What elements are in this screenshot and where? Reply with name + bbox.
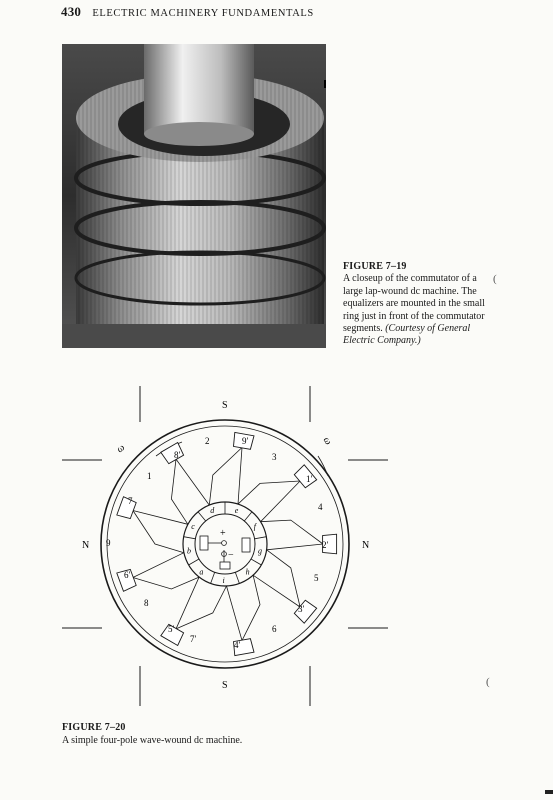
slot-label: 9′ — [242, 436, 249, 446]
slot-label: 7′ — [190, 634, 197, 644]
segment-label: h — [245, 567, 250, 577]
brush-bottom — [220, 562, 230, 569]
commutator-outer — [183, 502, 267, 586]
slot-label: 2 — [205, 436, 210, 446]
segment-label: a — [199, 567, 204, 577]
slot-label: 9 — [106, 538, 111, 548]
pole-bottom: S — [222, 680, 228, 691]
slot-label: 3 — [272, 452, 277, 462]
omega-right: ω — [320, 435, 334, 447]
figure-7-19-text: A closeup of the commutator of a large lap-wound dc machine. The equalizers are mounted in the small ring just in front of the commutator segments. — [343, 273, 485, 335]
figure-7-19-caption — [343, 261, 493, 348]
coil-lead — [133, 511, 184, 578]
brush-right — [242, 538, 250, 552]
rotor-slot — [117, 497, 136, 519]
wave-wound-machine-diagram — [60, 380, 390, 715]
slot-label: 6 — [272, 624, 277, 634]
running-header — [61, 4, 314, 20]
slot-label: 5 — [314, 573, 319, 583]
slot-label: 8 — [144, 598, 149, 608]
margin-mark-2: ( — [486, 676, 490, 688]
coil-lead — [133, 577, 199, 629]
pole-right: N — [362, 540, 370, 551]
coil-lead — [133, 459, 188, 524]
segment-label: g — [258, 546, 262, 556]
figure-7-20-text: A simple four-pole wave-wound dc machine. — [62, 734, 243, 746]
brush-left — [200, 536, 208, 550]
segment-label: d — [210, 506, 215, 516]
figure-7-20-label: FIGURE 7–20 — [62, 722, 126, 733]
coil-lead — [261, 481, 323, 544]
coil-lead — [176, 448, 242, 506]
minus-label: − — [228, 550, 234, 561]
segment-label: f — [253, 522, 256, 531]
figure-7-20-caption — [62, 722, 362, 747]
coil-lead — [238, 448, 300, 505]
page-number: 430 — [61, 4, 82, 19]
slot-label: 5′ — [168, 624, 175, 634]
slot-label: 2′ — [322, 540, 329, 550]
slot-label: 1′ — [306, 474, 313, 484]
slot-label: 3′ — [298, 604, 305, 614]
figure-7-19-credit: (Courtesy of General Electric Company.) — [343, 323, 471, 347]
corner-mark — [545, 790, 553, 794]
segment-label: b — [187, 546, 191, 556]
slot-label: 8′ — [174, 450, 181, 460]
slot-label: 6′ — [124, 570, 131, 580]
pole-top: S — [222, 400, 228, 411]
slot-label: 4 — [318, 502, 323, 512]
slot-label: 4′ — [234, 640, 241, 650]
segment-label: i — [222, 576, 225, 585]
pole-left: N — [82, 540, 90, 551]
slot-label: 7 — [128, 496, 133, 506]
figure-7-19-label: FIGURE 7–19 — [343, 261, 407, 272]
plus-label: + — [220, 528, 226, 539]
coil-lead — [176, 586, 242, 641]
omega-left: ω — [114, 442, 128, 456]
slot-label: 1 — [147, 471, 152, 481]
commutator-photo — [62, 44, 326, 348]
segment-label: e — [234, 506, 239, 516]
margin-mark-1: ( — [493, 273, 497, 285]
running-title: ELECTRIC MACHINERY FUNDAMENTALS — [92, 8, 314, 19]
segment-label: c — [191, 522, 195, 531]
